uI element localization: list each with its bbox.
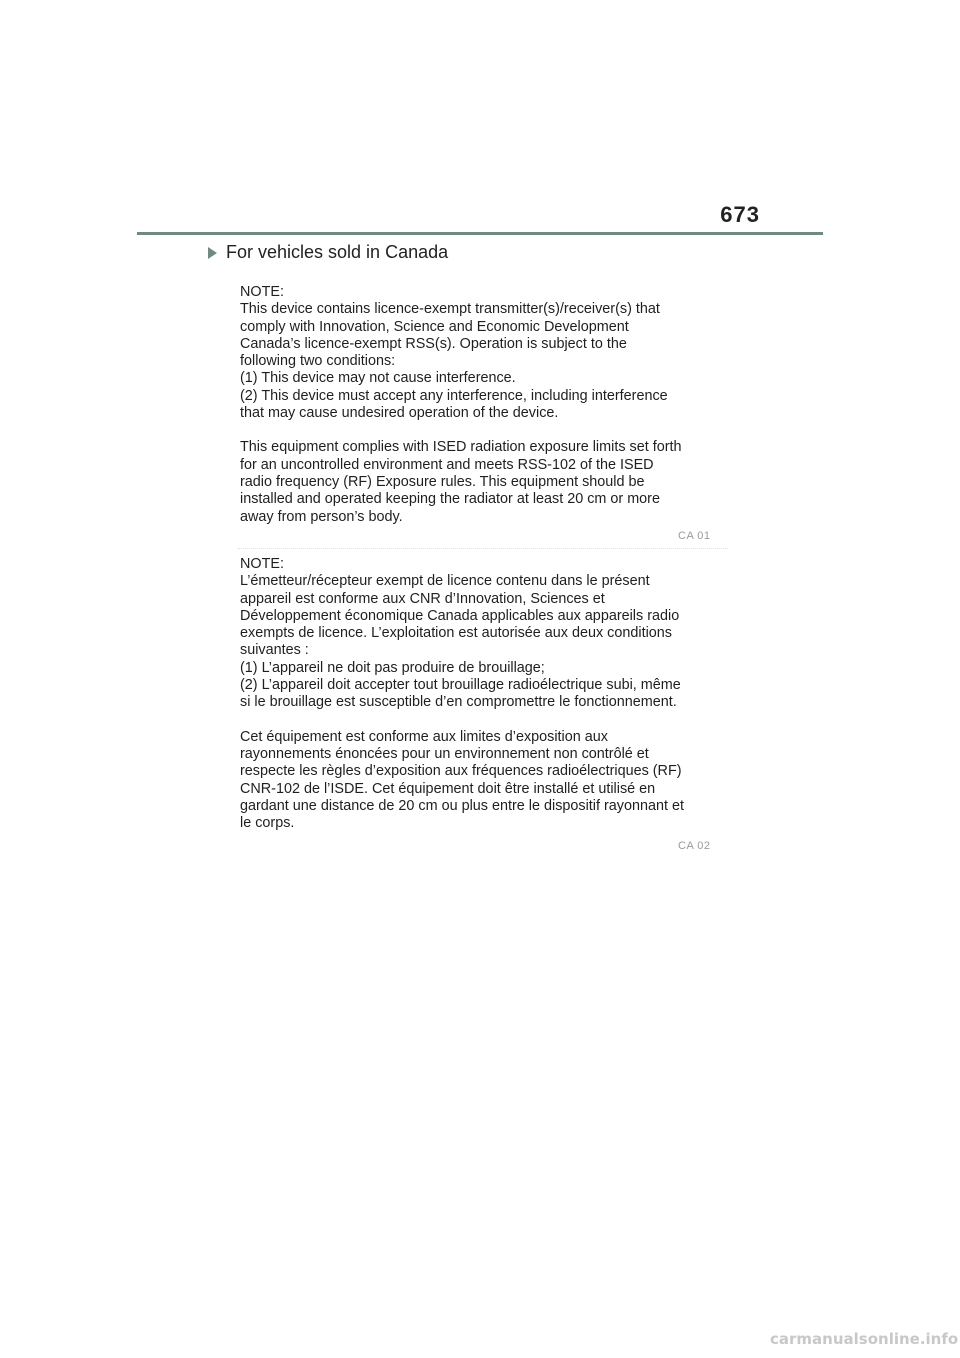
exposure-text-english: This equipment complies with ISED radiation exposure limits set forth for an uncontrolled environment and meets RSS-102 of the ISED radio frequency (RF) Exposure rules. This equipment should be installed and operated keeping the radiator at least 20 cm or more away from person’s body. (240, 439, 682, 525)
paragraph-gap (240, 712, 720, 729)
note-title-english: NOTE: (240, 284, 284, 300)
regulatory-label-english (240, 284, 720, 526)
exposure-text-french: Cet équipement est conforme aux limites d’exposition aux rayonnements énoncées pour un environnement non contrôlé et respecte les règles d’exposition aux fréquences radioélectriques (RF) CNR-102 de l’ISDE. Cet équipement doit être installé et utilisé en gardant une distance de 20 cm ou plus entre le dispositif rayonnant et le corps. (240, 728, 684, 832)
label-id-french: CA 02 (678, 840, 711, 852)
header-rule (137, 232, 823, 235)
section-heading (208, 242, 448, 263)
triangle-bullet-icon (208, 247, 217, 259)
regulatory-label-french (240, 556, 720, 832)
paragraph-gap (240, 422, 720, 439)
note-title-french: NOTE: (240, 556, 284, 572)
footer-site-watermark[interactable]: carmanualsonline.info (770, 1330, 959, 1348)
page-number: 673 (720, 202, 760, 227)
note-text-french: L’émetteur/récepteur exempt de licence contenu dans le présent appareil est conforme aux CNR d’Innovation, Sciences et Développement économique Canada applicables aux appareils radio exempts de licence. L’exploitation est autorisée aux deux conditions suivantes : (1) L’appareil ne doit pas produire de brouillage; (2) L’appareil doit accepter tout brouillage radioélectrique subi, même si le brouillage est susceptible d’en compromettre le fonctionnement. (240, 573, 681, 711)
label-id-english: CA 01 (678, 530, 711, 542)
note-text-english: This device contains licence-exempt transmitter(s)/receiver(s) that comply with Innovation, Science and Economic Development Canada’s licence-exempt RSS(s). Operation is subject to the following two conditions: (1) This device may not cause interference. (2) This device must accept any interference, including interference that may cause undesired operation of the device. (240, 301, 668, 422)
faint-divider (238, 548, 728, 550)
section-heading-text: For vehicles sold in Canada (226, 242, 449, 262)
